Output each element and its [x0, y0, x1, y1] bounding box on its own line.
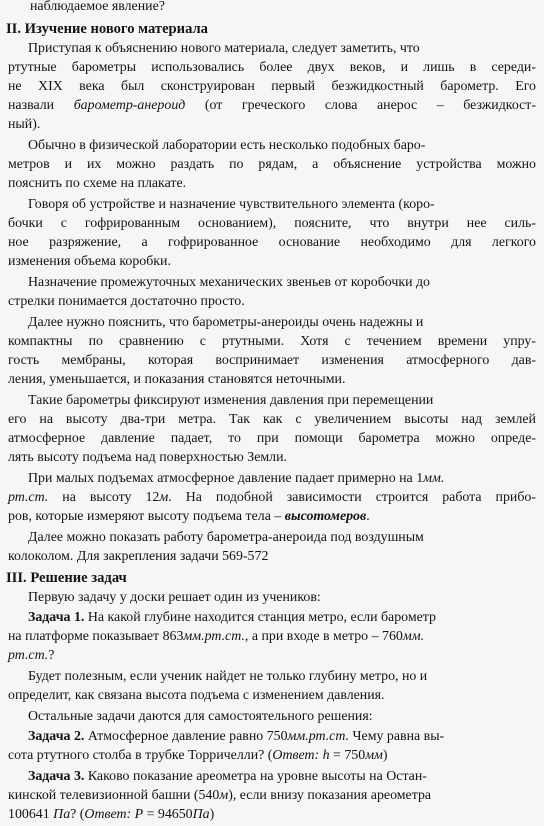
- text-span: ров, которые измеряют высоту подъема тела –: [8, 509, 285, 524]
- text-span: не XIX века был сконструирован первый безжидкостный барометр. Его: [8, 79, 536, 94]
- text-span: Атмосферное давление равно 750: [84, 729, 288, 744]
- heading-text: III. Решение задач: [6, 570, 127, 586]
- text-span: бочки с гофрированным основанием), поясните, что внутри нее силь-: [8, 216, 536, 231]
- term-altimeters: высотомеров: [284, 509, 367, 524]
- text-span: гость мембраны, которая воспринимает изменения атмосферного дав-: [8, 353, 536, 368]
- text-span: компактны по сравнению с ртутными. Хотя с течением времени упру-: [8, 334, 536, 349]
- text-span: Далее нужно пояснить, что барометры-анероиды очень надежны и: [28, 315, 424, 330]
- text-span: . На подобной зависимости строится работа прибо-: [168, 490, 536, 505]
- text-span: ?: [48, 648, 55, 663]
- text-span: ления, уменьшается, и показания становятся неточными.: [8, 372, 346, 387]
- text-line: [28, 609, 536, 627]
- section-heading-ii: [6, 20, 534, 38]
- unit-m: м: [159, 490, 169, 505]
- unit-mm: мм.: [423, 471, 445, 486]
- text-line: [28, 529, 536, 547]
- text-line: [28, 708, 536, 726]
- text-span: ? (: [70, 807, 85, 822]
- text-line: [8, 253, 536, 271]
- unit-pa: Па: [192, 807, 210, 822]
- text-span: ный).: [8, 117, 41, 132]
- text-line: [8, 293, 536, 311]
- text-line: [28, 470, 536, 488]
- text-span: Приступая к объяснению нового материала, следует заметить, что: [28, 41, 420, 56]
- text-line: [28, 137, 536, 155]
- text-line: [8, 175, 536, 193]
- text-span: Первую задачу у доски решает один из учеников:: [28, 590, 321, 605]
- section-heading-iii: [6, 569, 534, 587]
- text-span: ), если внизу показания ареометра: [228, 788, 432, 803]
- heading-text: II. Изучение нового материала: [6, 21, 208, 37]
- text-line: [8, 333, 536, 351]
- text-line: [30, 0, 544, 16]
- text-line: [8, 430, 536, 448]
- text-line: [8, 449, 536, 467]
- answer-label: Ответ: P: [84, 807, 144, 822]
- text-line: [8, 508, 536, 526]
- text-line: [28, 392, 536, 410]
- task-3-label: Задача 3.: [28, 769, 85, 784]
- text-span: , а при входе в метро – 760: [244, 629, 403, 644]
- text-span: кинской телевизионной башни (540: [8, 788, 220, 803]
- unit-pa: Па: [53, 807, 71, 822]
- unit-m: м: [219, 788, 229, 803]
- text-span: ртутные барометры использовались более двух веков, и лишь в середи-: [8, 60, 536, 75]
- text-span: определит, как связана высота подъема с изменением давления.: [8, 688, 385, 703]
- text-span: ное разряжение, а гофрированное основание необходимо для легкого: [8, 235, 536, 250]
- text-line: [28, 768, 536, 786]
- text-span: метров и их можно раздать по рядам, а объяснение устройства можно: [8, 157, 536, 172]
- text-span: пояснить по схеме на плакате.: [8, 176, 187, 191]
- text-span: Будет полезным, если ученик найдет не только глубину метро, но и: [28, 669, 428, 684]
- text-line: [8, 371, 536, 389]
- text-span: Далее можно показать работу барометра-анероида под воздушным: [28, 530, 424, 545]
- text-line: [8, 97, 536, 115]
- text-span: = 750: [329, 748, 366, 763]
- text-line: [8, 747, 536, 765]
- text-span: ): [382, 748, 388, 763]
- task-1-label: Задача 1.: [28, 610, 85, 625]
- text-span: Остальные задачи даются для самостоятельного решения:: [28, 709, 373, 724]
- text-span: = 94650: [143, 807, 193, 822]
- text-span: 100641: [8, 807, 54, 822]
- term-barometer-aneroid: барометр-анероид: [73, 98, 186, 113]
- text-line: [28, 668, 536, 686]
- text-span: .: [366, 509, 370, 524]
- text-span: атмосферное давление падает, то при помощи барометра можно опреде-: [8, 431, 536, 446]
- text-span: ): [209, 807, 215, 822]
- text-line: [8, 234, 536, 252]
- text-line: [8, 411, 536, 429]
- text-line: [8, 806, 536, 824]
- text-line: [8, 78, 536, 96]
- text-span: изменения объема коробки.: [8, 254, 171, 269]
- text-line: [8, 787, 536, 805]
- text-line: [28, 589, 536, 607]
- text-span: наблюдаемое явление?: [30, 0, 165, 14]
- text-span: назвали: [8, 98, 74, 113]
- unit-mmhg: рт.ст.: [8, 648, 49, 663]
- text-line: [28, 274, 536, 292]
- unit-mm: мм: [365, 748, 383, 763]
- text-span: колоколом. Для закрепления задачи 569-572: [8, 549, 269, 564]
- text-span: При малых подъемах атмосферное давление падает примерно на 1: [28, 471, 424, 486]
- text-span: Такие барометры фиксируют изменения давления при перемещении: [28, 393, 434, 408]
- text-line: [8, 548, 536, 566]
- text-line: [8, 116, 536, 134]
- text-span: На какой глубине находится станция метро, если барометр: [84, 610, 436, 625]
- text-span: Каково показание ареометра на уровне высоты на Остан-: [84, 769, 427, 784]
- unit-mmhg: мм.рт.ст.: [287, 729, 350, 744]
- text-line: [28, 196, 536, 214]
- text-span: его на высоту два-три метра. Так как с увеличением высоты над землей: [8, 412, 536, 427]
- unit-mmhg: мм.рт.ст.: [183, 629, 245, 644]
- unit-mm: мм.: [402, 629, 425, 644]
- task-2-label: Задача 2.: [28, 729, 85, 744]
- text-span: на высоту 12: [48, 490, 160, 505]
- text-span: Назначение промежуточных механических звеньев от коробочки до: [28, 275, 430, 290]
- text-line: [8, 156, 536, 174]
- text-line: [28, 314, 536, 332]
- text-line: [8, 647, 536, 665]
- text-line: [28, 728, 536, 746]
- text-span: (от греческого слова анерос – безжидкост-: [185, 98, 536, 113]
- text-line: [8, 687, 536, 705]
- unit-mmhg: рт.ст.: [8, 490, 49, 505]
- text-line: [8, 59, 536, 77]
- text-span: на платформе показывает 863: [8, 629, 184, 644]
- text-span: лять высоту подъема над поверхностью Земли.: [8, 450, 287, 465]
- text-line: [8, 215, 536, 233]
- text-line: [28, 40, 536, 58]
- text-line: [8, 628, 536, 646]
- text-span: Обычно в физической лаборатории есть несколько подобных баро-: [28, 138, 426, 153]
- text-line: [8, 489, 536, 507]
- text-span: сота ртутного столба в трубке Торричелли? (: [8, 748, 273, 763]
- text-line: [8, 352, 536, 370]
- answer-label: Ответ: h: [272, 748, 330, 763]
- text-span: Чему равна вы-: [349, 729, 445, 744]
- text-span: Говоря об устройстве и назначение чувствительного элемента (коро-: [28, 197, 435, 212]
- text-span: стрелки понимается достаточно просто.: [8, 294, 245, 309]
